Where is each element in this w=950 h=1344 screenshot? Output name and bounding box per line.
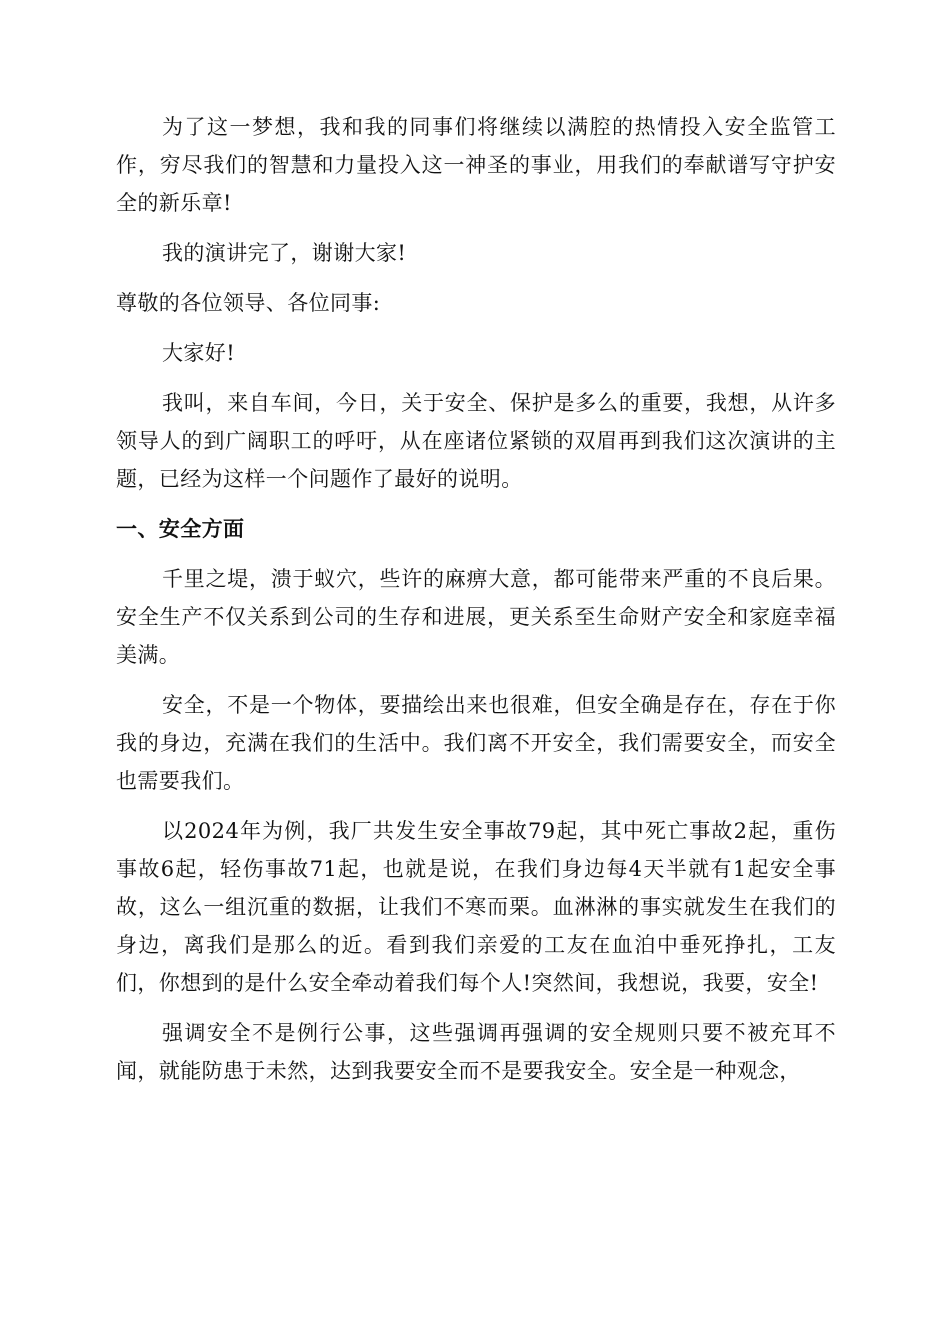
paragraph-introduction: 我叫，来自车间，今日，关于安全、保护是多么的重要，我想，从许多领导人的到广阔职工的呼吁，从在座诸位紧锁的双眉再到我们这次演讲的主题，已经为这样一个问题作了最好的说明。 [116,391,836,491]
document-page [116,108,836,1090]
paragraph-statistics: 以2024年为例，我厂共发生安全事故79起，其中死亡事故2起，重伤事故6起，轻伤事故71起，也就是说，在我们身边每4天半就有1起安全事故，这么一组沉重的数据，让我们不寒而栗。血淋淋的事实就发生在我们的身边，离我们是那么的近。看到我们亲爱的工友在血泊中垂死挣扎，工友们，你想到的是什么安全牵动着我们每个人!突然间，我想说，我要，安全! [116,819,836,995]
paragraph-emphasis: 强调安全不是例行公事，这些强调再强调的安全规则只要不被充耳不闻，就能防患于未然，达到我要安全而不是要我安全。安全是一种观念， [116,1021,836,1083]
section-heading-safety: 一、安全方面 [116,517,245,541]
paragraph-dike: 千里之堤，溃于蚁穴，些许的麻痹大意，都可能带来严重的不良后果。安全生产不仅关系到公司的生存和进展，更关系至生命财产安全和家庭幸福美满。 [116,567,836,667]
paragraph-salutation: 尊敬的各位领导、各位同事: [116,291,381,315]
paragraph-greeting: 大家好! [162,341,236,365]
paragraph-safety-definition: 安全，不是一个物体，要描绘出来也很难，但安全确是存在，存在于你我的身边，充满在我们的生活中。我们离不开安全，我们需要安全，而安全也需要我们。 [116,693,836,793]
paragraph-closing: 我的演讲完了，谢谢大家! [162,241,407,265]
paragraph-dream: 为了这一梦想，我和我的同事们将继续以满腔的热情投入安全监管工作，穷尽我们的智慧和力量投入这一神圣的事业，用我们的奉献谱写守护安全的新乐章! [116,115,836,215]
